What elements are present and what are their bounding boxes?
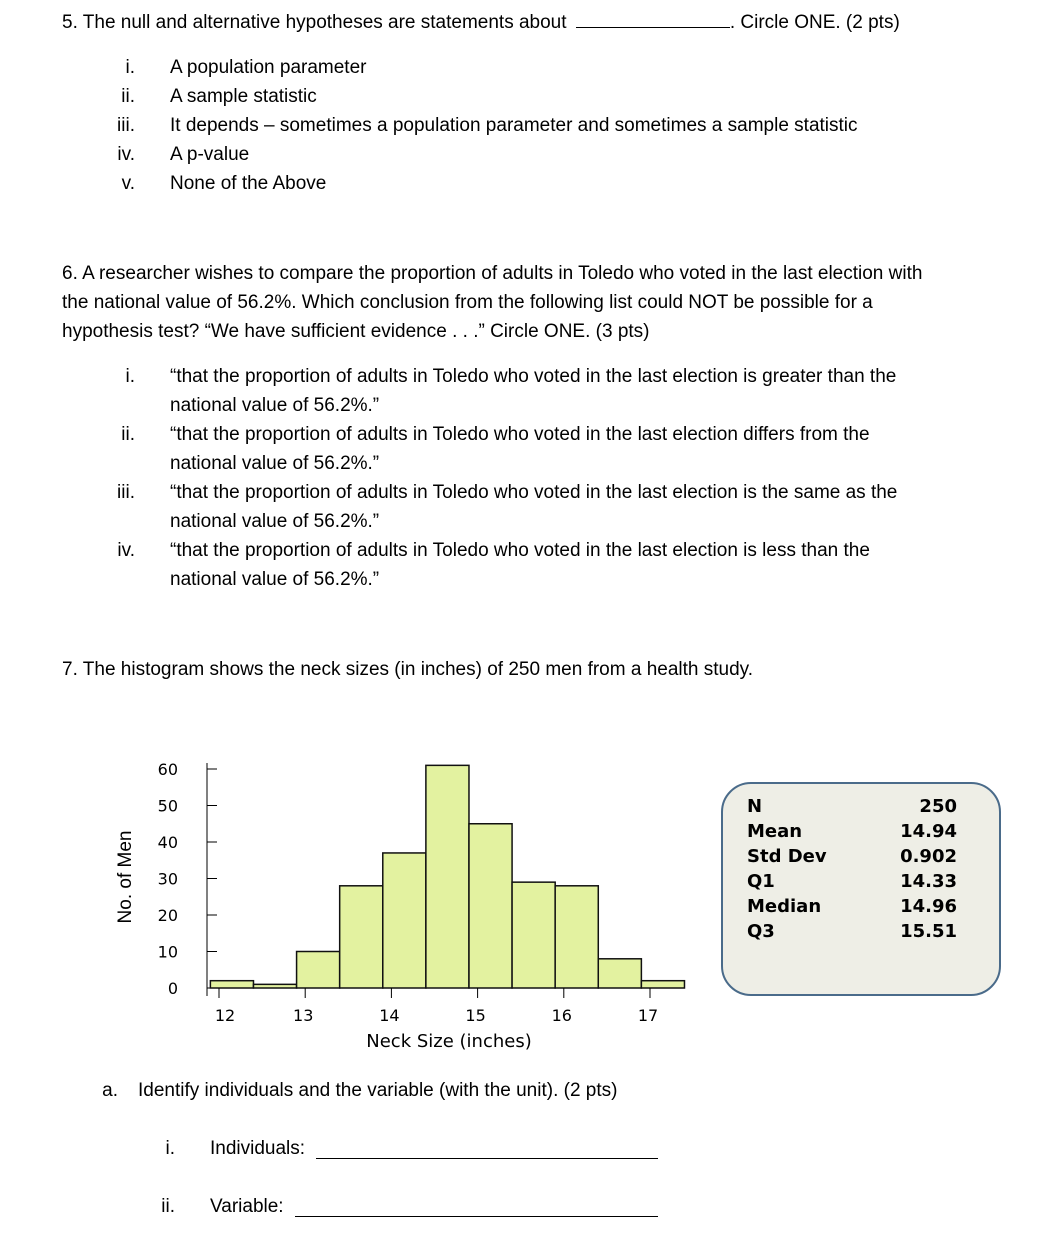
q6-line-1: 6. A researcher wishes to compare the proportion of adults in Toledo who voted in the last election with — [62, 263, 923, 284]
histogram-bar — [555, 886, 598, 988]
x-tick-label: 17 — [637, 1006, 659, 1025]
option-number: iv. — [117, 144, 135, 165]
part-a-text: Identify individuals and the variable (with the unit). (2 pts) — [138, 1080, 618, 1101]
histogram-bar — [297, 952, 340, 989]
histogram-bar — [641, 981, 684, 988]
q6-line-3: hypothesis test? “We have sufficient evidence . . .” Circle ONE. (3 pts) — [62, 321, 650, 342]
x-axis-label: Neck Size (inches) — [366, 1031, 532, 1052]
stats-row-mean — [747, 821, 957, 846]
stat-label: Median — [747, 896, 822, 917]
option-number: iii. — [117, 115, 135, 136]
individuals-answer-blank[interactable] — [316, 1139, 658, 1159]
stat-value: 250 — [919, 796, 957, 817]
neck-size-histogram — [0, 740, 720, 1060]
y-tick-label: 40 — [157, 833, 178, 852]
histogram-bar — [340, 886, 383, 988]
y-tick-label: 50 — [157, 796, 178, 816]
option-number: ii. — [121, 424, 135, 445]
option-number: iv. — [117, 540, 135, 561]
option-text-line-1: “that the proportion of adults in Toledo who voted in the last election differs from the — [170, 424, 870, 445]
stats-row-median — [747, 896, 957, 921]
stat-label: Mean — [747, 821, 803, 842]
histogram-bar — [598, 959, 641, 988]
option-number: i. — [125, 57, 135, 78]
option-text: It depends – sometimes a population parameter and sometimes a sample statistic — [170, 115, 858, 136]
option-text-line-2: national value of 56.2%.” — [170, 569, 380, 590]
stats-row-q3 — [747, 921, 957, 946]
option-text: None of the Above — [170, 173, 327, 194]
x-tick-label: 14 — [379, 1006, 400, 1025]
q7-stem: 7. The histogram shows the neck sizes (in inches) of 250 men from a health study. — [62, 659, 754, 680]
stats-row-std-dev — [747, 846, 957, 871]
option-number: iii. — [117, 482, 135, 503]
part-label: a. — [102, 1080, 118, 1101]
q6-line-2: the national value of 56.2%. Which conclusion from the following list could NOT be possible for a — [62, 292, 873, 313]
q5-stem — [62, 8, 900, 37]
stats-row-q1 — [747, 871, 957, 896]
option-number: i. — [125, 366, 135, 387]
summary-statistics-box — [721, 782, 1001, 996]
stat-label: Std Dev — [747, 846, 827, 867]
variable-answer-blank[interactable] — [295, 1197, 658, 1217]
stat-value: 0.902 — [900, 846, 957, 867]
stat-value: 14.96 — [900, 896, 957, 917]
y-tick-label: 60 — [157, 760, 178, 779]
variable-label: Variable: — [210, 1196, 284, 1217]
option-text-line-1: “that the proportion of adults in Toledo who voted in the last election is greater than the — [170, 366, 897, 387]
individuals-label: Individuals: — [210, 1138, 306, 1159]
y-tick-label: 0 — [167, 979, 178, 998]
option-text-line-1: “that the proportion of adults in Toledo who voted in the last election is less than the — [170, 540, 870, 561]
y-tick-label: 30 — [157, 869, 178, 889]
option-number: ii. — [121, 86, 135, 107]
x-tick-label: 12 — [214, 1006, 236, 1025]
item-number: ii. — [161, 1196, 175, 1217]
option-text: A sample statistic — [170, 86, 317, 107]
item-number: i. — [165, 1138, 175, 1159]
stats-row-n — [747, 796, 957, 821]
x-tick-label: 16 — [551, 1006, 572, 1025]
stat-label: Q3 — [747, 921, 775, 942]
y-axis-label: No. of Men — [115, 830, 136, 924]
histogram-bar — [426, 765, 469, 988]
histogram-bar — [512, 882, 555, 988]
q5-answer-blank[interactable] — [576, 8, 730, 28]
stat-value: 14.33 — [900, 871, 957, 892]
q5-text: 5. The null and alternative hypotheses are statements about — [62, 12, 567, 33]
q6-stem — [62, 259, 922, 346]
histogram-bar — [253, 984, 296, 988]
stat-label: Q1 — [747, 871, 775, 892]
x-tick-label: 15 — [465, 1006, 486, 1025]
option-text: A population parameter — [170, 57, 367, 78]
histogram-bar — [383, 853, 426, 988]
option-number: v. — [121, 173, 135, 194]
option-text-line-2: national value of 56.2%.” — [170, 453, 380, 474]
y-tick-label: 10 — [157, 942, 178, 962]
x-tick-label: 13 — [293, 1006, 314, 1025]
option-text: A p-value — [170, 144, 250, 165]
option-text-line-2: national value of 56.2%.” — [170, 511, 380, 532]
q5-text-end: . Circle ONE. (2 pts) — [729, 12, 900, 33]
option-text-line-2: national value of 56.2%.” — [170, 395, 380, 416]
stat-label: N — [747, 796, 763, 817]
stat-value: 15.51 — [900, 921, 957, 942]
histogram-bar — [210, 981, 253, 988]
histogram-bar — [469, 824, 512, 988]
stat-value: 14.94 — [900, 821, 957, 842]
y-tick-label: 20 — [157, 906, 178, 925]
option-text-line-1: “that the proportion of adults in Toledo who voted in the last election is the same as the — [170, 482, 898, 503]
